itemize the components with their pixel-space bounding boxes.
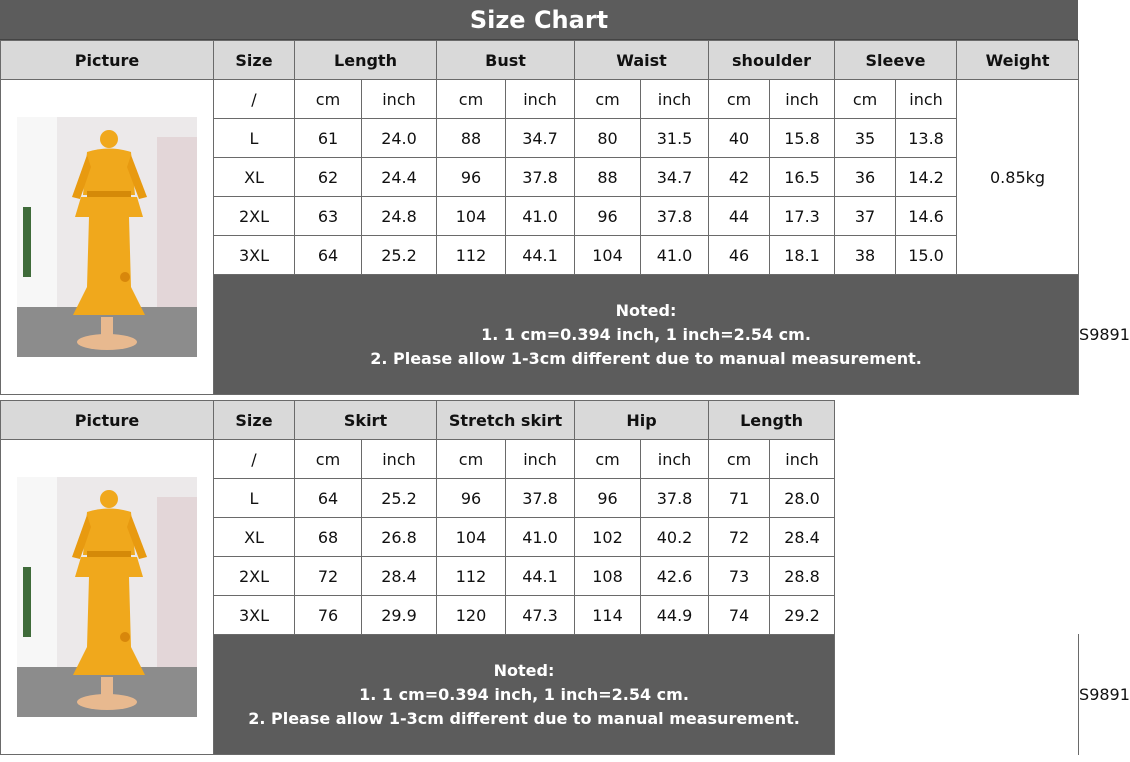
size-cell: 2XL xyxy=(214,557,295,596)
units-row xyxy=(1,80,1079,119)
value-cell: 28.4 xyxy=(362,557,437,596)
sku-row: S9891 xyxy=(1079,685,1130,704)
value-cell: 37.8 xyxy=(506,158,575,197)
units-cell: inch xyxy=(641,440,709,479)
units-cell: cm xyxy=(437,440,506,479)
units-cell: cm xyxy=(295,440,362,479)
length-header: Length xyxy=(709,401,835,440)
value-cell: 24.4 xyxy=(362,158,437,197)
value-cell: 28.0 xyxy=(770,479,835,518)
size-cell: L xyxy=(214,119,295,158)
note-title: Noted: xyxy=(615,300,677,320)
value-cell: 41.0 xyxy=(506,197,575,236)
units-cell: inch xyxy=(506,440,575,479)
value-cell: 37.8 xyxy=(641,197,709,236)
units-cell: inch xyxy=(896,80,957,119)
value-cell: 37 xyxy=(835,197,896,236)
value-cell: 72 xyxy=(295,557,362,596)
units-cell: cm xyxy=(575,80,641,119)
value-cell: 41.0 xyxy=(506,518,575,557)
value-cell: 120 xyxy=(437,596,506,635)
units-cell: cm xyxy=(709,80,770,119)
units-cell: / xyxy=(214,440,295,479)
value-cell: 44.9 xyxy=(641,596,709,635)
note-line-1: 1. 1 cm=0.394 inch, 1 inch=2.54 cm. xyxy=(481,324,811,344)
value-cell: 46 xyxy=(709,236,770,275)
value-cell: 102 xyxy=(575,518,641,557)
note-line-2: 2. Please allow 1-3cm different due to manual measurement. xyxy=(248,708,800,728)
size-cell: XL xyxy=(214,158,295,197)
blank-area xyxy=(835,401,1079,755)
units-cell: cm xyxy=(709,440,770,479)
value-cell: 40 xyxy=(709,119,770,158)
value-cell: 73 xyxy=(709,557,770,596)
units-cell: inch xyxy=(641,80,709,119)
note-line-2: 2. Please allow 1-3cm different due to manual measurement. xyxy=(370,348,922,368)
product-photo xyxy=(17,117,197,357)
value-cell: 76 xyxy=(295,596,362,635)
value-cell: 34.7 xyxy=(641,158,709,197)
value-cell: 96 xyxy=(437,158,506,197)
value-cell: 44.1 xyxy=(506,236,575,275)
size-header: Size xyxy=(214,41,295,80)
value-cell: 64 xyxy=(295,479,362,518)
size-header: Size xyxy=(214,401,295,440)
header-row xyxy=(1,41,1079,80)
size-table-top xyxy=(0,40,1130,395)
units-cell: inch xyxy=(770,440,835,479)
value-cell: 71 xyxy=(709,479,770,518)
value-cell: 13.8 xyxy=(896,119,957,158)
value-cell: 72 xyxy=(709,518,770,557)
value-cell: 62 xyxy=(295,158,362,197)
weight-header: Weight xyxy=(957,41,1079,80)
value-cell: 35 xyxy=(835,119,896,158)
picture-header: Picture xyxy=(1,41,214,80)
value-cell: 18.1 xyxy=(770,236,835,275)
value-cell: 47.3 xyxy=(506,596,575,635)
waist-header: Waist xyxy=(575,41,709,80)
value-cell: 24.0 xyxy=(362,119,437,158)
dress-mannequin-image xyxy=(17,117,197,357)
value-cell: 104 xyxy=(575,236,641,275)
sleeve-header: Sleeve xyxy=(835,41,957,80)
product-picture-cell xyxy=(1,440,214,755)
dress-mannequin-image xyxy=(17,477,197,717)
value-cell: 26.8 xyxy=(362,518,437,557)
value-cell: 25.2 xyxy=(362,479,437,518)
value-cell: 104 xyxy=(437,197,506,236)
bust-header: Bust xyxy=(437,41,575,80)
value-cell: 34.7 xyxy=(506,119,575,158)
units-cell: inch xyxy=(770,80,835,119)
size-cell: 3XL xyxy=(214,596,295,635)
value-cell: 37.8 xyxy=(641,479,709,518)
product-photo xyxy=(17,477,197,717)
value-cell: 44.1 xyxy=(506,557,575,596)
value-cell: 88 xyxy=(437,119,506,158)
value-cell: 28.4 xyxy=(770,518,835,557)
value-cell: 44 xyxy=(709,197,770,236)
hip-header: Hip xyxy=(575,401,709,440)
value-cell: 25.2 xyxy=(362,236,437,275)
value-cell: 36 xyxy=(835,158,896,197)
weight-value: 0.85kg xyxy=(957,80,1079,275)
value-cell: 64 xyxy=(295,236,362,275)
value-cell: 29.2 xyxy=(770,596,835,635)
value-cell: 17.3 xyxy=(770,197,835,236)
units-cell: cm xyxy=(437,80,506,119)
header-row xyxy=(1,401,1079,440)
value-cell: 42.6 xyxy=(641,557,709,596)
units-cell: inch xyxy=(362,440,437,479)
value-cell: 80 xyxy=(575,119,641,158)
picture-header: Picture xyxy=(1,401,214,440)
value-cell: 74 xyxy=(709,596,770,635)
value-cell: 15.0 xyxy=(896,236,957,275)
value-cell: 40.2 xyxy=(641,518,709,557)
value-cell: 41.0 xyxy=(641,236,709,275)
value-cell: 38 xyxy=(835,236,896,275)
value-cell: 96 xyxy=(575,479,641,518)
size-cell: 3XL xyxy=(214,236,295,275)
size-table-bottom xyxy=(0,400,1130,755)
value-cell: 14.6 xyxy=(896,197,957,236)
note-block xyxy=(214,275,1079,395)
value-cell: 88 xyxy=(575,158,641,197)
value-cell: 29.9 xyxy=(362,596,437,635)
units-cell: / xyxy=(214,80,295,119)
note-line-1: 1. 1 cm=0.394 inch, 1 inch=2.54 cm. xyxy=(359,684,689,704)
value-cell: 112 xyxy=(437,557,506,596)
size-cell: L xyxy=(214,479,295,518)
size-cell: 2XL xyxy=(214,197,295,236)
value-cell: 114 xyxy=(575,596,641,635)
sku-row: S9891 xyxy=(1079,325,1130,344)
units-cell: cm xyxy=(295,80,362,119)
value-cell: 68 xyxy=(295,518,362,557)
value-cell: 96 xyxy=(437,479,506,518)
value-cell: 15.8 xyxy=(770,119,835,158)
units-cell: inch xyxy=(362,80,437,119)
value-cell: 61 xyxy=(295,119,362,158)
units-cell: cm xyxy=(575,440,641,479)
note-title: Noted: xyxy=(493,660,555,680)
stretch-skirt-header: Stretch skirt xyxy=(437,401,575,440)
value-cell: 14.2 xyxy=(896,158,957,197)
value-cell: 108 xyxy=(575,557,641,596)
value-cell: 37.8 xyxy=(506,479,575,518)
value-cell: 42 xyxy=(709,158,770,197)
value-cell: 24.8 xyxy=(362,197,437,236)
value-cell: 96 xyxy=(575,197,641,236)
value-cell: 31.5 xyxy=(641,119,709,158)
length-header: Length xyxy=(295,41,437,80)
page-title: Size Chart xyxy=(0,0,1078,40)
size-cell: XL xyxy=(214,518,295,557)
value-cell: 28.8 xyxy=(770,557,835,596)
value-cell: 63 xyxy=(295,197,362,236)
skirt-header: Skirt xyxy=(295,401,437,440)
note-block xyxy=(214,635,835,755)
units-cell: inch xyxy=(506,80,575,119)
shoulder-header: shoulder xyxy=(709,41,835,80)
value-cell: 104 xyxy=(437,518,506,557)
product-picture-cell xyxy=(1,80,214,395)
units-cell: cm xyxy=(835,80,896,119)
value-cell: 112 xyxy=(437,236,506,275)
value-cell: 16.5 xyxy=(770,158,835,197)
